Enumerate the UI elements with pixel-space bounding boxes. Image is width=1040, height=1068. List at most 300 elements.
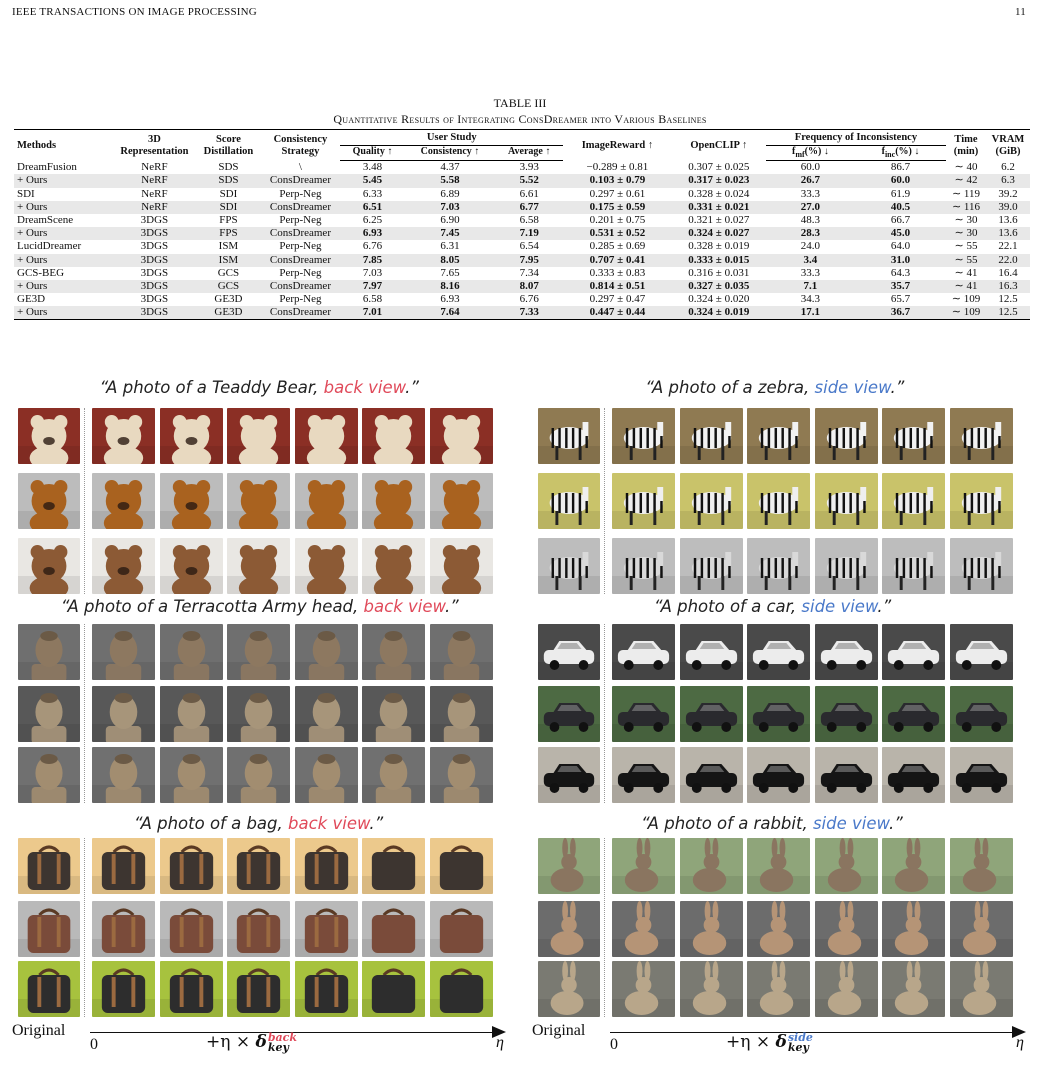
edited-view-image xyxy=(612,538,675,594)
edited-view-image xyxy=(747,961,810,1017)
edited-view-image xyxy=(950,838,1013,894)
edited-view-image xyxy=(227,961,290,1017)
table-row xyxy=(14,227,1030,240)
cell-quality: 5.45 xyxy=(340,174,404,187)
table-title: Quantitative Results of Integrating ConsDreamer into Various Baselines xyxy=(333,112,707,126)
cell-vram: 12.5 xyxy=(998,293,1018,306)
cell-finc: 35.7 xyxy=(855,280,946,293)
cell-clip: 0.316 ± 0.031 xyxy=(688,266,750,279)
original-image xyxy=(538,624,600,680)
original-separator xyxy=(84,624,85,803)
edited-view-image xyxy=(92,408,155,464)
cell-vram: 22.1 xyxy=(998,240,1018,253)
col-consistency: Consistency ↑ xyxy=(405,145,496,161)
edited-view-image xyxy=(950,473,1013,529)
edited-view-image xyxy=(612,901,675,957)
edited-view-image xyxy=(295,838,358,894)
cell-fmf: 48.3 xyxy=(800,213,821,226)
edited-view-image xyxy=(950,538,1013,594)
panel-prompt xyxy=(645,378,904,397)
delta-key-formula xyxy=(726,1032,813,1053)
edited-view-image xyxy=(747,747,810,803)
cell-vram: 6.2 xyxy=(1001,160,1015,173)
cell-fmf: 7.1 xyxy=(766,280,855,293)
cell-fmf: 17.1 xyxy=(766,306,855,320)
cell-ir: 0.814 ± 0.51 xyxy=(563,280,672,293)
cell-vram: 39.2 xyxy=(998,187,1018,200)
cell-clip: 0.317 ± 0.023 xyxy=(672,174,766,187)
edited-view-image xyxy=(295,408,358,464)
col-vram: VRAM (GiB) xyxy=(986,130,1030,161)
panel-prompt xyxy=(100,378,419,397)
table-row xyxy=(14,254,1030,267)
cell-average: 7.19 xyxy=(495,227,563,240)
edited-view-image xyxy=(680,961,743,1017)
cell-time: ∼ 109 xyxy=(951,293,981,306)
edited-view-image xyxy=(747,538,810,594)
cell-average: 7.34 xyxy=(519,266,539,279)
edited-view-image xyxy=(950,408,1013,464)
edited-view-image xyxy=(92,686,155,742)
cell-ir: 0.707 ± 0.41 xyxy=(563,254,672,267)
cell-repr: NeRF xyxy=(112,174,196,187)
original-image xyxy=(18,624,80,680)
cell-ir: 0.297 ± 0.61 xyxy=(589,187,646,200)
col-quality: Quality ↑ xyxy=(340,145,404,161)
axis-zero: 0 xyxy=(90,1036,98,1053)
cell-strategy: Perp-Neg xyxy=(279,213,322,226)
edited-view-image xyxy=(882,747,945,803)
cell-strategy: ConsDreamer xyxy=(260,174,340,187)
cell-consistency: 4.37 xyxy=(440,161,460,174)
edited-view-image xyxy=(882,838,945,894)
edited-view-image xyxy=(950,747,1013,803)
edited-view-image xyxy=(92,473,155,529)
edited-view-image xyxy=(950,961,1013,1017)
original-image xyxy=(18,838,80,894)
cell-average: 6.61 xyxy=(519,187,539,200)
cell-average: 7.33 xyxy=(495,306,563,320)
original-separator xyxy=(604,408,605,594)
edited-view-image xyxy=(160,538,223,594)
axis-eta: η xyxy=(1016,1034,1024,1051)
cell-method: + Ours xyxy=(14,174,112,187)
cell-average: 6.54 xyxy=(519,240,539,253)
edited-view-image xyxy=(612,747,675,803)
cell-repr: 3DGS xyxy=(112,306,196,320)
edited-view-image xyxy=(680,901,743,957)
original-image xyxy=(538,901,600,957)
col-methods: Methods xyxy=(14,130,112,161)
cell-strategy: \ xyxy=(298,160,302,173)
original-image xyxy=(18,538,80,594)
edited-view-image xyxy=(92,838,155,894)
edited-view-image xyxy=(430,408,493,464)
cell-strategy: ConsDreamer xyxy=(260,201,340,214)
cell-average: 6.58 xyxy=(519,213,539,226)
original-separator xyxy=(84,838,85,1017)
cell-method: LucidDreamer xyxy=(17,240,82,253)
original-separator xyxy=(604,624,605,803)
edited-view-image xyxy=(747,901,810,957)
edited-view-image xyxy=(295,538,358,594)
cell-fmf: 60.0 xyxy=(800,161,821,174)
cell-finc: 36.7 xyxy=(855,306,946,320)
running-header xyxy=(12,6,1026,18)
original-image xyxy=(18,473,80,529)
edited-view-image xyxy=(362,408,425,464)
prompt-text: “A photo of a zebra, xyxy=(645,378,815,397)
original-image xyxy=(18,901,80,957)
prompt-text: “A photo of a rabbit, xyxy=(641,814,813,833)
edited-view-image xyxy=(950,901,1013,957)
formula-key-subscript: key xyxy=(267,1040,289,1054)
col-finc: $f_{inc}(\%)$ ↓ xyxy=(855,145,946,161)
edited-view-image xyxy=(680,473,743,529)
cell-repr: NeRF xyxy=(141,160,168,173)
cell-repr: 3DGS xyxy=(112,254,196,267)
edited-view-image xyxy=(612,838,675,894)
edited-view-image xyxy=(950,624,1013,680)
col-strategy: Consistency Strategy xyxy=(260,130,340,161)
table-row xyxy=(14,201,1030,214)
cell-quality: 7.01 xyxy=(340,306,404,320)
cell-finc: 64.3 xyxy=(890,266,911,279)
prompt-text: “A photo of a Teaddy Bear, xyxy=(99,378,324,397)
cell-distill: SDI xyxy=(219,187,238,200)
formula-view-superscript: back xyxy=(267,1030,297,1044)
cell-consistency: 7.65 xyxy=(440,266,460,279)
edited-view-image xyxy=(362,961,425,1017)
cell-consistency: 8.16 xyxy=(405,280,496,293)
original-separator xyxy=(604,838,605,1017)
journal-name: IEEE TRANSACTIONS ON IMAGE PROCESSING xyxy=(12,6,257,18)
cell-strategy: Perp-Neg xyxy=(279,266,322,279)
cell-fmf: 28.3 xyxy=(766,227,855,240)
edited-view-image xyxy=(430,538,493,594)
cell-consistency: 6.90 xyxy=(440,213,460,226)
col-frequency: Frequency of Inconsistency xyxy=(766,130,946,146)
cell-time: ∼ 41 xyxy=(954,266,978,279)
edited-view-image xyxy=(160,473,223,529)
cell-strategy: ConsDreamer xyxy=(260,306,340,320)
prompt-view: back view xyxy=(363,597,445,616)
edited-view-image xyxy=(882,624,945,680)
edited-view-image xyxy=(747,686,810,742)
edited-view-image xyxy=(227,901,290,957)
edited-view-image xyxy=(227,686,290,742)
cell-ir: −0.289 ± 0.81 xyxy=(586,160,649,173)
cell-strategy: ConsDreamer xyxy=(260,280,340,293)
cell-finc: 60.0 xyxy=(855,174,946,187)
cell-finc: 65.7 xyxy=(890,293,911,306)
cell-time: ∼ 109 xyxy=(946,306,986,320)
edited-view-image xyxy=(295,961,358,1017)
cell-distill: SDS xyxy=(196,174,260,187)
cell-finc: 64.0 xyxy=(890,240,911,253)
cell-method: + Ours xyxy=(14,280,112,293)
edited-view-image xyxy=(882,538,945,594)
edited-view-image xyxy=(295,901,358,957)
col-average: Average ↑ xyxy=(495,145,563,161)
edited-view-image xyxy=(227,624,290,680)
cell-method: + Ours xyxy=(14,254,112,267)
cell-method: SDI xyxy=(17,187,35,200)
cell-ir: 0.447 ± 0.44 xyxy=(563,306,672,320)
cell-finc: 31.0 xyxy=(855,254,946,267)
prompt-end: .” xyxy=(890,378,905,397)
edited-view-image xyxy=(160,838,223,894)
edited-view-image xyxy=(747,838,810,894)
cell-ir: 0.175 ± 0.59 xyxy=(563,201,672,214)
prompt-end: .” xyxy=(405,378,419,397)
original-image xyxy=(538,961,600,1017)
table-row xyxy=(14,188,1030,201)
cell-repr: NeRF xyxy=(112,201,196,214)
cell-strategy: Perp-Neg xyxy=(279,240,322,253)
cell-average: 6.76 xyxy=(519,293,539,306)
cell-time: ∼ 30 xyxy=(954,213,978,226)
edited-view-image xyxy=(950,686,1013,742)
edited-view-image xyxy=(680,624,743,680)
cell-ir: 0.201 ± 0.75 xyxy=(589,213,646,226)
cell-repr: 3DGS xyxy=(140,266,169,279)
prompt-view: back view xyxy=(323,378,406,397)
cell-time: ∼ 41 xyxy=(946,280,986,293)
edited-view-image xyxy=(92,538,155,594)
table-caption xyxy=(0,96,1040,127)
panel-prompt xyxy=(654,597,891,616)
edited-view-image xyxy=(92,901,155,957)
edited-view-image xyxy=(882,686,945,742)
cell-vram: 16.3 xyxy=(986,280,1030,293)
edited-view-image xyxy=(362,624,425,680)
original-image xyxy=(18,408,80,464)
original-image xyxy=(538,538,600,594)
original-image xyxy=(538,473,600,529)
cell-ir: 0.531 ± 0.52 xyxy=(563,227,672,240)
edited-view-image xyxy=(227,473,290,529)
cell-vram: 22.0 xyxy=(986,254,1030,267)
edited-view-image xyxy=(747,624,810,680)
prompt-end: .” xyxy=(888,814,903,833)
cell-finc: 66.7 xyxy=(890,213,911,226)
cell-clip: 0.328 ± 0.024 xyxy=(688,187,750,200)
cell-repr: 3DGS xyxy=(140,213,169,226)
cell-ir: 0.297 ± 0.47 xyxy=(589,293,646,306)
prompt-text: “A photo of a Terracotta Army head, xyxy=(60,597,364,616)
original-image xyxy=(18,961,80,1017)
edited-view-image xyxy=(430,624,493,680)
cell-quality: 6.93 xyxy=(340,227,404,240)
edited-view-image xyxy=(295,747,358,803)
cell-finc: 61.9 xyxy=(890,187,911,200)
edited-view-image xyxy=(362,686,425,742)
edited-view-image xyxy=(680,747,743,803)
cell-method: DreamFusion xyxy=(17,160,77,173)
cell-quality: 7.03 xyxy=(362,266,383,279)
cell-repr: 3DGS xyxy=(140,293,169,306)
cell-distill: FPS xyxy=(196,227,260,240)
edited-view-image xyxy=(92,624,155,680)
prompt-text: “A photo of a bag, xyxy=(134,814,289,833)
cell-average: 8.07 xyxy=(495,280,563,293)
cell-strategy: ConsDreamer xyxy=(260,254,340,267)
col-openclip: OpenCLIP ↑ xyxy=(672,130,766,161)
cell-method: + Ours xyxy=(14,306,112,320)
cell-clip: 0.307 ± 0.025 xyxy=(688,160,750,173)
edited-view-image xyxy=(295,686,358,742)
edited-view-image xyxy=(430,961,493,1017)
original-image xyxy=(18,686,80,742)
cell-fmf: 26.7 xyxy=(766,174,855,187)
cell-quality: 6.76 xyxy=(362,240,383,253)
original-image xyxy=(538,838,600,894)
prompt-end: .” xyxy=(369,814,384,833)
cell-distill: SDI xyxy=(196,201,260,214)
edited-view-image xyxy=(680,538,743,594)
edited-view-image xyxy=(295,624,358,680)
panel-prompt xyxy=(641,814,903,833)
cell-clip: 0.324 ± 0.027 xyxy=(672,227,766,240)
cell-consistency: 7.64 xyxy=(405,306,496,320)
cell-finc: 40.5 xyxy=(855,201,946,214)
cell-consistency: 6.89 xyxy=(440,187,460,200)
cell-consistency: 6.93 xyxy=(440,293,460,306)
edited-view-image xyxy=(430,838,493,894)
cell-time: ∼ 55 xyxy=(946,254,986,267)
edited-view-image xyxy=(680,686,743,742)
cell-quality: 3.48 xyxy=(362,161,383,174)
cell-method: + Ours xyxy=(14,227,112,240)
prompt-view: side view xyxy=(801,597,878,616)
edited-view-image xyxy=(227,747,290,803)
prompt-end: .” xyxy=(877,597,892,616)
edited-view-image xyxy=(882,961,945,1017)
cell-time: ∼ 116 xyxy=(946,201,986,214)
prompt-view: back view xyxy=(288,814,370,833)
formula-prefix: +η × xyxy=(206,1032,256,1052)
table-row xyxy=(14,161,1030,175)
table-row xyxy=(14,240,1030,253)
edited-view-image xyxy=(815,961,878,1017)
cell-repr: 3DGS xyxy=(140,240,169,253)
table-number: TABLE III xyxy=(493,96,547,110)
edited-view-image xyxy=(227,538,290,594)
cell-vram: 16.4 xyxy=(998,266,1018,279)
cell-strategy: ConsDreamer xyxy=(260,227,340,240)
edited-view-image xyxy=(430,686,493,742)
table-row xyxy=(14,280,1030,293)
col-distillation: Score Distillation xyxy=(196,130,260,161)
edited-view-image xyxy=(362,838,425,894)
cell-repr: 3DGS xyxy=(112,280,196,293)
cell-fmf: 33.3 xyxy=(800,187,821,200)
cell-distill: ISM xyxy=(196,254,260,267)
edited-view-image xyxy=(815,408,878,464)
original-label: Original xyxy=(12,1022,66,1039)
page-number: 11 xyxy=(1015,6,1026,18)
cell-finc: 45.0 xyxy=(855,227,946,240)
edited-view-image xyxy=(362,901,425,957)
edited-view-image xyxy=(815,901,878,957)
edited-view-image xyxy=(882,473,945,529)
cell-distill: SDS xyxy=(218,160,239,173)
cell-time: ∼ 30 xyxy=(946,227,986,240)
edited-view-image xyxy=(430,901,493,957)
edited-view-image xyxy=(815,838,878,894)
cell-clip: 0.328 ± 0.019 xyxy=(688,240,750,253)
edited-view-image xyxy=(160,901,223,957)
cell-clip: 0.333 ± 0.015 xyxy=(672,254,766,267)
edited-view-image xyxy=(612,686,675,742)
results-table xyxy=(14,129,1030,320)
original-label: Original xyxy=(532,1022,586,1039)
cell-consistency: 6.31 xyxy=(440,240,460,253)
cell-quality: 7.97 xyxy=(340,280,404,293)
cell-consistency: 7.45 xyxy=(405,227,496,240)
edited-view-image xyxy=(362,538,425,594)
cell-time: ∼ 55 xyxy=(954,240,978,253)
cell-clip: 0.327 ± 0.035 xyxy=(672,280,766,293)
edited-view-image xyxy=(92,747,155,803)
cell-fmf: 3.4 xyxy=(766,254,855,267)
edited-view-image xyxy=(295,473,358,529)
edited-view-image xyxy=(92,961,155,1017)
axis-eta: η xyxy=(496,1034,504,1051)
cell-distill: GCS xyxy=(196,280,260,293)
cell-finc: 86.7 xyxy=(890,161,911,174)
cell-fmf: 24.0 xyxy=(800,240,821,253)
formula-delta: δ xyxy=(775,1032,787,1052)
original-separator xyxy=(84,408,85,594)
formula-view-superscript: side xyxy=(787,1030,813,1044)
edited-view-image xyxy=(160,686,223,742)
table-body xyxy=(14,161,1030,320)
edited-view-image xyxy=(680,838,743,894)
table-row xyxy=(14,306,1030,320)
cell-strategy: Perp-Neg xyxy=(279,187,322,200)
col-representation: 3D Representation xyxy=(112,130,196,161)
cell-quality: 7.85 xyxy=(340,254,404,267)
cell-clip: 0.324 ± 0.020 xyxy=(688,293,750,306)
cell-clip: 0.324 ± 0.019 xyxy=(672,306,766,320)
cell-ir: 0.103 ± 0.79 xyxy=(563,174,672,187)
cell-quality: 6.58 xyxy=(362,293,383,306)
cell-vram: 39.0 xyxy=(986,201,1030,214)
edited-view-image xyxy=(160,747,223,803)
edited-view-image xyxy=(160,408,223,464)
edited-view-image xyxy=(815,473,878,529)
cell-vram: 13.6 xyxy=(998,213,1018,226)
edited-view-image xyxy=(430,473,493,529)
edited-view-image xyxy=(747,408,810,464)
prompt-text: “A photo of a car, xyxy=(654,597,802,616)
cell-consistency: 5.58 xyxy=(405,174,496,187)
edited-view-image xyxy=(815,624,878,680)
original-image xyxy=(538,408,600,464)
delta-key-formula xyxy=(206,1032,297,1053)
edited-view-image xyxy=(430,747,493,803)
cell-average: 5.52 xyxy=(495,174,563,187)
panel-prompt xyxy=(134,814,383,833)
table-row xyxy=(14,293,1030,306)
original-image xyxy=(18,747,80,803)
edited-view-image xyxy=(362,747,425,803)
cell-vram: 12.5 xyxy=(986,306,1030,320)
edited-view-image xyxy=(815,747,878,803)
table-row xyxy=(14,174,1030,187)
